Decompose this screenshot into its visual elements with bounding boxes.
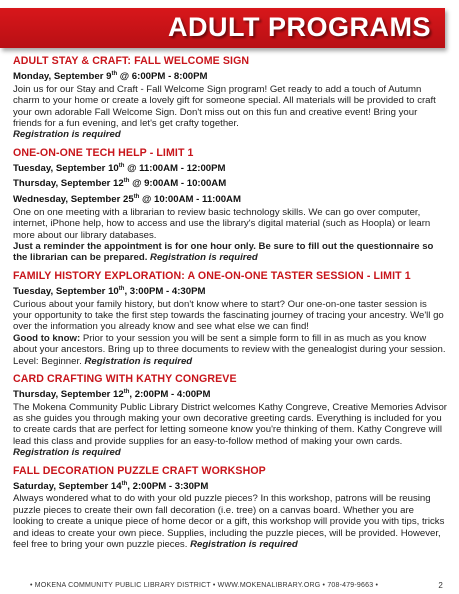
registration-note: Registration is required	[13, 447, 121, 459]
program-date: Wednesday, September 25th @ 10:00AM - 11:00AM	[13, 194, 241, 206]
program-description: One on one meeting with a librarian to review basic technology skills. We can go over computer, internet, iPhone help, how to access and use the library's digital material (such as Hoopla) or learn more about our library databases. Just a reminder the appointment is for one hour only. Be sure to fill out the questionnaire so the librarian can be prepared. Registration is required	[13, 206, 434, 264]
program-description: The Mokena Community Public Library District welcomes Kathy Congreve, Creative Memories Advisor as she guides you through making your own decorative greeting cards. Everything is included for you to create cards that are perfect for letting someone know you're thinking of them. Kathy Congreve will lead this class and provide supplies for an easy-to-follow method of making your own cards. Registration is required	[13, 401, 448, 459]
header-banner	[0, 8, 445, 48]
registration-note: Registration is required	[190, 538, 298, 550]
program-date: Tuesday, September 10th, 3:00PM - 4:30PM	[13, 285, 206, 297]
program-description: Always wondered what to do with your old puzzle pieces? In this workshop, patrons will be reusing puzzle pieces to create their own fall decoration (i.e. tree) on a canvas board. Whether you are looking to create a unique piece of home decor or a gift, this workshop will provide you with tips, tricks and ideas to create your own piece. Supplies, including the puzzle pieces, will be provided. However, feel free to bring your own puzzle pieces. Registration is required	[13, 493, 445, 550]
program-puzzle-craft	[13, 465, 447, 551]
program-date: Thursday, September 12th @ 9:00AM - 10:00AM	[13, 178, 227, 190]
program-title: ONE-ON-ONE TECH HELP - LIMIT 1	[13, 146, 194, 159]
program-description: Join us for our Stay and Craft - Fall Welcome Sign program! Get ready to add a touch of Autumn charm to your home or create a lovely gift for someone special. All materials will be provided to craft your own adorable Fall Welcome Sign. Don't miss out on this fun and creative event! Bring your friends for a fun evening, and let's get crafty together. Registration is required	[13, 83, 436, 141]
program-date: Monday, September 9th @ 6:00PM - 8:00PM	[13, 71, 208, 83]
program-list	[13, 55, 447, 556]
program-title: CARD CRAFTING WITH KATHY CONGREVE	[13, 372, 237, 385]
registration-note: Registration is required	[13, 129, 121, 141]
program-tech-help	[13, 147, 447, 264]
program-date: Saturday, September 14th, 2:00PM - 3:30PM	[13, 480, 209, 492]
program-card-crafting	[13, 373, 447, 459]
reminder-text: Just a reminder the appointment is for one hour only. Be sure to fill out the questionnaire so the librarian can be prepared.	[13, 241, 434, 264]
program-date: Thursday, September 12th, 2:00PM - 4:00PM	[13, 388, 211, 401]
page-title: ADULT PROGRAMS	[168, 12, 431, 42]
program-family-history	[13, 270, 447, 367]
program-stay-craft	[13, 55, 447, 141]
program-title: FAMILY HISTORY EXPLORATION: A ONE-ON-ONE TASTER SESSION - LIMIT 1	[13, 269, 411, 282]
program-title: ADULT STAY & CRAFT: FALL WELCOME SIGN	[13, 55, 250, 67]
program-description: Curious about your family history, but don't know where to start? Our one-on-one taster session is your opportunity to take the first step towards the fascinating journey of tracing your ancestry. We'll go over the information you already know and see what else we can find! Good to know: Prior to your session you will be sent a simple form to fill in as much as you know about your ancestors. Bring up to three documents to review with the genealogist during your session. Level: Beginner. Registration is required	[13, 298, 446, 367]
good-to-know-label: Good to know:	[13, 332, 81, 344]
registration-note: Registration is required	[150, 252, 258, 264]
program-date: Tuesday, September 10th @ 11:00AM - 12:00PM	[13, 162, 226, 174]
page-number: 2	[438, 581, 443, 590]
registration-note: Registration is required	[84, 355, 193, 367]
footer-contact: • MOKENA COMMUNITY PUBLIC LIBRARY DISTRICT • WWW.MOKENALIBRARY.ORG • 708-479-9663 •	[30, 582, 379, 589]
program-title: FALL DECORATION PUZZLE CRAFT WORKSHOP	[13, 464, 266, 477]
